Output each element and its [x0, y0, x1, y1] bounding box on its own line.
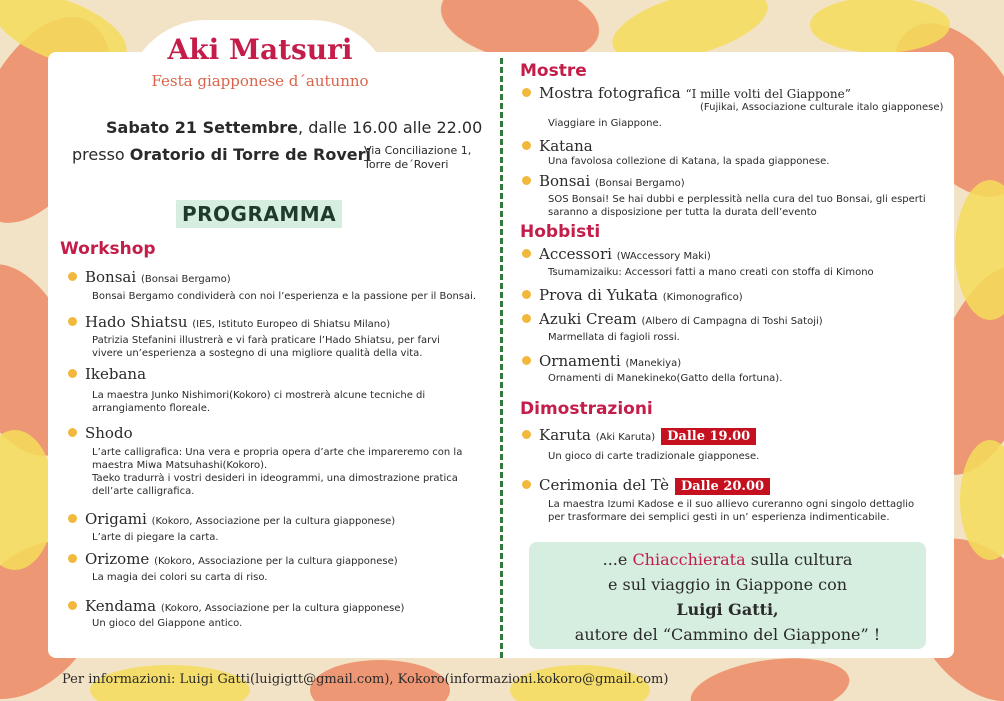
desc-line: per trasformare dei semplici gesti in un’ esperienza indimenticabile. [548, 512, 890, 523]
desc-line: Bonsai Bergamo condividerà con noi l’esperienza e la passione per il Bonsai. [92, 291, 477, 302]
place-prefix: presso [72, 145, 130, 164]
item-desc [92, 531, 219, 544]
desc-line: SOS Bonsai! Se hai dubbi e perplessità nella cura del tuo Bonsai, gli esperti [548, 194, 926, 205]
item-org: (IES, Istituto Europeo di Shiatsu Milano) [192, 319, 391, 330]
item-org: (Aki Karuta) [595, 432, 656, 443]
item-name: Mostra fotografica [539, 84, 681, 102]
item-name: Hado Shiatsu [85, 313, 188, 331]
item-name: Bonsai [85, 268, 137, 286]
item-org: (Manekiya) [625, 358, 682, 369]
closing-line-1 [529, 550, 926, 569]
bullet-icon [522, 480, 531, 489]
item-name: Shodo [85, 424, 133, 442]
dimostrazioni-item-karuta [522, 426, 756, 445]
item-desc [92, 571, 267, 584]
mostre-item-bonsai [522, 172, 685, 190]
item-desc [92, 446, 462, 498]
item-desc [548, 117, 662, 130]
closing-line-2: e sul viaggio in Giappone con [607, 575, 848, 594]
workshop-heading: Workshop [60, 239, 156, 259]
event-subtitle: Festa giapponese d´autunno [151, 72, 369, 90]
desc-line: saranno a disposizione per tutta la durata dell’evento [548, 207, 817, 218]
item-name: Cerimonia del Tè [539, 476, 669, 494]
item-desc [548, 450, 759, 463]
bullet-icon [68, 514, 77, 523]
item-org: (Kokoro, Associazione per la cultura giapponese) [154, 556, 398, 567]
mostre-item-katana [522, 137, 593, 155]
workshop-item-ikebana [68, 365, 146, 383]
closing-line-3: Luigi Gatti, [676, 600, 779, 619]
mostre-heading: Mostre [520, 61, 587, 81]
address-line: Torre de´Roveri [364, 158, 449, 171]
item-name: Ikebana [85, 365, 147, 383]
desc-line: Un gioco di carte tradizionale giapponese. [548, 451, 760, 462]
bullet-icon [522, 290, 531, 299]
item-name: Azuki Cream [539, 310, 637, 328]
workshop-item-hado-shiatsu [68, 313, 390, 331]
item-name: Accessori [539, 245, 612, 263]
desc-line: maestra Miwa Matsuhashi(Kokoro). [92, 460, 268, 471]
time-badge: Dalle 19.00 [661, 428, 756, 445]
item-desc [92, 389, 425, 415]
desc-line: dell’arte calligrafica. [92, 486, 195, 497]
workshop-item-shodo [68, 424, 133, 442]
item-desc [548, 193, 926, 219]
desc-line: La maestra Junko Nishimori(Kokoro) ci mostrerà alcune tecniche di [92, 390, 426, 401]
workshop-item-kendama [68, 597, 404, 615]
workshop-item-orizome [68, 550, 398, 568]
bullet-icon [522, 176, 531, 185]
bullet-icon [522, 88, 531, 97]
hobbisti-item-prova-yukata [522, 286, 743, 304]
hobbisti-heading: Hobbisti [520, 222, 601, 242]
desc-line: vivere un’esperienza a sostegno di una migliore qualità della vita. [92, 348, 423, 359]
item-org: (WAccessory Maki) [616, 251, 711, 262]
item-org: (Albero di Campagna di Toshi Satoji) [641, 316, 823, 327]
hobbisti-item-azuki-cream [522, 310, 823, 328]
item-name: Ornamenti [539, 352, 621, 370]
item-desc [548, 498, 914, 524]
column-divider [500, 58, 503, 658]
item-org: (Bonsai Bergamo) [140, 274, 231, 285]
desc-line: Un gioco del Giappone antico. [92, 618, 243, 629]
item-name: Orizome [85, 550, 150, 568]
closing-line-4: autore del “Cammino del Giappone” ! [574, 625, 881, 644]
item-org: (Kokoro, Associazione per la cultura giapponese) [151, 516, 396, 527]
item-desc [548, 331, 680, 344]
desc-line: La magia dei colori su carta di riso. [92, 572, 268, 583]
bullet-icon [68, 369, 77, 378]
desc-line: Ornamenti di Manekineko(Gatto della fortuna). [548, 373, 783, 384]
item-desc [92, 617, 242, 630]
event-address [364, 144, 471, 172]
closing-highlight: Chiacchierata [632, 550, 746, 569]
address-line: Via Conciliazione 1, [364, 144, 472, 157]
event-title: Aki Matsuri [167, 33, 353, 66]
event-time: , dalle 16.00 alle 22.00 [298, 118, 483, 137]
place-name: Oratorio di Torre de Roveri [129, 145, 371, 164]
item-desc [548, 155, 829, 168]
item-name: Origami [85, 510, 147, 528]
item-name: Prova di Yukata [539, 286, 658, 304]
workshop-item-origami [68, 510, 395, 528]
desc-line: Tsumamizaiku: Accessori fatti a mano creati con stoffa di Kimono [548, 267, 874, 278]
closing-text: sulla cultura [745, 550, 853, 569]
workshop-item-bonsai [68, 268, 231, 286]
desc-line: L’arte calligrafica: Una vera e propria opera d’arte che impareremo con la [92, 447, 463, 458]
hobbisti-item-ornamenti [522, 352, 681, 370]
item-desc [548, 266, 874, 279]
event-date-bold: Sabato 21 Settembre [106, 118, 299, 137]
dimostrazioni-heading: Dimostrazioni [520, 399, 653, 419]
item-org: (Kimonografico) [662, 292, 743, 303]
item-org: (Bonsai Bergamo) [594, 178, 685, 189]
bullet-icon [522, 356, 531, 365]
desc-line: arrangiamento floreale. [92, 403, 211, 414]
bullet-icon [522, 141, 531, 150]
bullet-icon [522, 430, 531, 439]
item-name: Kendama [85, 597, 157, 615]
bullet-icon [522, 249, 531, 258]
bullet-icon [68, 317, 77, 326]
bullet-icon [68, 428, 77, 437]
item-name: Katana [539, 137, 593, 155]
program-heading: PROGRAMMA [176, 200, 342, 228]
item-desc [92, 334, 440, 360]
desc-line: Patrizia Stefanini illustrerà e vi farà praticare l’Hado Shiatsu, per farvi [92, 335, 440, 346]
event-date [106, 118, 482, 137]
item-name: Karuta [539, 426, 591, 444]
mostre-item-mostra-fotografica [522, 84, 851, 102]
item-name: Bonsai [539, 172, 591, 190]
dimostrazioni-item-cerimonia [522, 476, 770, 495]
desc-line: Taeko tradurrà i vostri desideri in ideogrammi, una dimostrazione pratica [92, 473, 458, 484]
event-place [72, 145, 371, 164]
desc-line: Viaggiare in Giappone. [548, 118, 662, 129]
hobbisti-item-accessori [522, 245, 711, 263]
item-desc [548, 372, 782, 385]
item-org: (Fujikai, Associazione culturale italo giapponese) [700, 102, 944, 113]
bullet-icon [68, 272, 77, 281]
desc-line: L’arte di piegare la carta. [92, 532, 219, 543]
item-desc [92, 290, 476, 303]
bullet-icon [68, 554, 77, 563]
item-org: (Kokoro, Associazione per la cultura giapponese) [160, 603, 405, 614]
desc-line: La maestra Izumi Kadose e il suo allievo cureranno ogni singolo dettaglio [548, 499, 915, 510]
bullet-icon [522, 314, 531, 323]
closing-text: ...e [602, 550, 633, 569]
bullet-icon [68, 601, 77, 610]
desc-line: Una favolosa collezione di Katana, la spada giapponese. [548, 156, 830, 167]
desc-line: Marmellata di fagioli rossi. [548, 332, 680, 343]
footer-contact: Per informazioni: Luigi Gatti(luigigtt@gmail.com), Kokoro(informazioni.kokoro@gmail.com) [62, 672, 669, 687]
time-badge: Dalle 20.00 [675, 478, 770, 495]
item-quote: “I mille volti del Giappone” [685, 87, 851, 101]
